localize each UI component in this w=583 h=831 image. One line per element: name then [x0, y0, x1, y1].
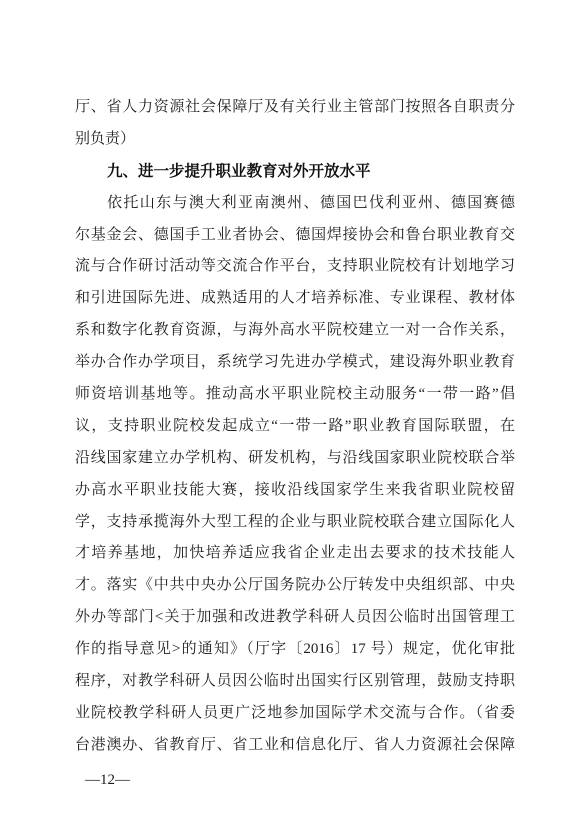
paragraph-line: 外办等部门<关于加强和改进教学科研人员因公临时出国管理工 [75, 609, 515, 626]
paragraph-line: 尔基金会、德国手工业者协会、德国焊接协会和鲁台职业教育交 [75, 226, 515, 243]
paragraph-line: 议，支持职业院校发起成立“一带一路”职业教育国际联盟，在 [75, 417, 515, 434]
continued-text-line: 别负责） [75, 130, 136, 147]
paragraph-line: 台港澳办、省教育厅、省工业和信息化厅、省人力资源社会保障 [75, 736, 515, 753]
paragraph-line: 作的指导意见>的通知》（厅字〔2016〕17 号）规定，优化审批 [75, 641, 515, 658]
paragraph-line: 才。落实《中共中央办公厅国务院办公厅转发中央组织部、中央 [75, 577, 515, 594]
document-body [75, 92, 515, 762]
paragraph-line: 流与合作研讨活动等交流合作平台，支持职业院校有计划地学习 [75, 258, 515, 275]
paragraph-line: 依托山东与澳大利亚南澳州、德国巴伐利亚州、德国赛德 [107, 194, 515, 211]
page-number: —12— [85, 772, 130, 788]
paragraph-line: 举办合作办学项目，系统学习先进办学模式，建设海外职业教育 [75, 354, 515, 371]
paragraph-line: 和引进国际先进、成熟适用的人才培养标准、专业课程、教材体 [75, 290, 515, 307]
paragraph-line: 才培养基地，加快培养适应我省企业走出去要求的技术技能人 [75, 545, 515, 562]
continued-text-line: 厅、省人力资源社会保障厅及有关行业主管部门按照各自职责分 [75, 99, 515, 115]
paragraph-line: 学，支持承揽海外大型工程的企业与职业院校联合建立国际化人 [75, 513, 515, 530]
paragraph-line: 程序，对教学科研人员因公临时出国实行区别管理，鼓励支持职 [75, 673, 515, 690]
paragraph-line: 业院校教学科研人员更广泛地参加国际学术交流与合作。（省委 [75, 704, 515, 721]
paragraph-line: 师资培训基地等。推动高水平职业院校主动服务“一带一路”倡 [75, 386, 515, 403]
paragraph-line: 系和数字化教育资源，与海外高水平院校建立一对一合作关系， [75, 322, 515, 339]
paragraph-line: 沿线国家建立办学机构、研发机构，与沿线国家职业院校联合举 [75, 449, 515, 466]
section-heading: 九、进一步提升职业教育对外开放水平 [107, 162, 371, 180]
paragraph-line: 办高水平职业技能大赛，接收沿线国家学生来我省职业院校留 [75, 481, 515, 498]
